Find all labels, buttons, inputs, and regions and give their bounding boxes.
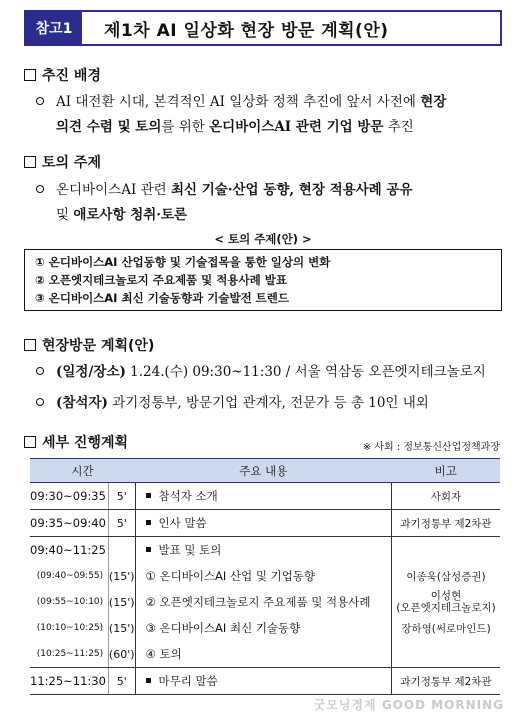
- schedule-table: [30, 458, 500, 695]
- square-bullet-icon: [146, 520, 151, 525]
- topics-caption: < 토의 주제(안) >: [214, 232, 312, 246]
- watermark-logo: 굿모닝경제 GOOD MORNING: [313, 698, 504, 712]
- section-heading-topics: 토의 주제: [24, 152, 101, 172]
- table-row: 09:30~09:35 5' 참석자 소개 사회자: [30, 483, 500, 510]
- background-bullet: AI 대전환 시대, 본격적인 AI 일상화 정책 추진에 앞서 사전에 현장 의견 수렴 및 토의를 위한 온디바이스AI 관련 기업 방문 추진: [36, 90, 500, 140]
- topics-box: [24, 249, 502, 311]
- checkbox-square-icon: [24, 436, 36, 448]
- col-time: 시간: [30, 459, 135, 483]
- square-bullet-icon: [146, 493, 151, 498]
- circle-bullet-icon: [36, 97, 44, 105]
- table-subrow: (09:40~09:55) (15') ① 온디바이스AI 산업 및 기업동향 이종욱(삼성증권): [30, 563, 500, 589]
- circle-bullet-icon: [36, 398, 44, 406]
- col-content: 주요 내용: [135, 459, 391, 483]
- reference-tag: 참고1: [26, 12, 82, 44]
- table-subrow: (10:25~11:25) (60') ④ 토의: [30, 641, 500, 668]
- checkbox-square-icon: [24, 339, 36, 351]
- section-heading-visit-plan: 현장방문 계획(안): [24, 335, 154, 355]
- table-row: 09:35~09:40 5' 인사 말씀 과기정통부 제2차관: [30, 510, 500, 537]
- section-heading-background: 추진 배경: [24, 65, 101, 85]
- section-heading-schedule: 세부 진행계획: [24, 432, 128, 452]
- table-row: 11:25~11:30 5' 마무리 말씀 과기정통부 제2차관: [30, 668, 500, 695]
- checkbox-square-icon: [24, 69, 36, 81]
- square-bullet-icon: [146, 547, 151, 552]
- table-subrow: (10:10~10:25) (15') ③ 온디바이스AI 최신 기술동향 장하영(써로마인드): [30, 615, 500, 641]
- checkbox-square-icon: [24, 156, 36, 168]
- moderator-note: ※ 사회 : 정보통신산업정책과장: [362, 442, 500, 453]
- circle-bullet-icon: [36, 185, 44, 193]
- circle-bullet-icon: [36, 367, 44, 375]
- topics-bullet: 온디바이스AI 관련 최신 기술·산업 동향, 현장 적용사례 공유 및 애로사항 청취·토론: [36, 178, 500, 228]
- table-header-row: [30, 459, 500, 483]
- table-row: 09:40~11:25 발표 및 토의: [30, 537, 500, 564]
- topic-item: ② 오픈엣지테크놀로지 주요제품 및 적용사례 발표: [35, 273, 287, 287]
- topic-item: ① 온디바이스AI 산업동향 및 기술접목을 통한 일상의 변화: [35, 255, 331, 269]
- topic-item: ③ 온디바이스AI 최신 기술동향과 기술발전 트렌드: [35, 291, 290, 305]
- document-header: [24, 10, 502, 46]
- square-bullet-icon: [146, 678, 151, 683]
- document-title: 제1차 AI 일상화 현장 방문 계획(안): [104, 20, 389, 41]
- table-subrow: (09:55~10:10) (15') ② 오픈엣지테크놀로지 주요제품 및 적용사례 이성현 (오픈엣지테크놀로지): [30, 589, 500, 615]
- visit-plan-bullets: (일정/장소) 1.24.(수) 09:30~11:30 / 서울 역삼동 오픈엣지테크놀로지 (참석자) 과기정통부, 방문기업 관계자, 전문가 등 총 10인 내외: [36, 360, 500, 416]
- col-note: 비고: [392, 459, 501, 483]
